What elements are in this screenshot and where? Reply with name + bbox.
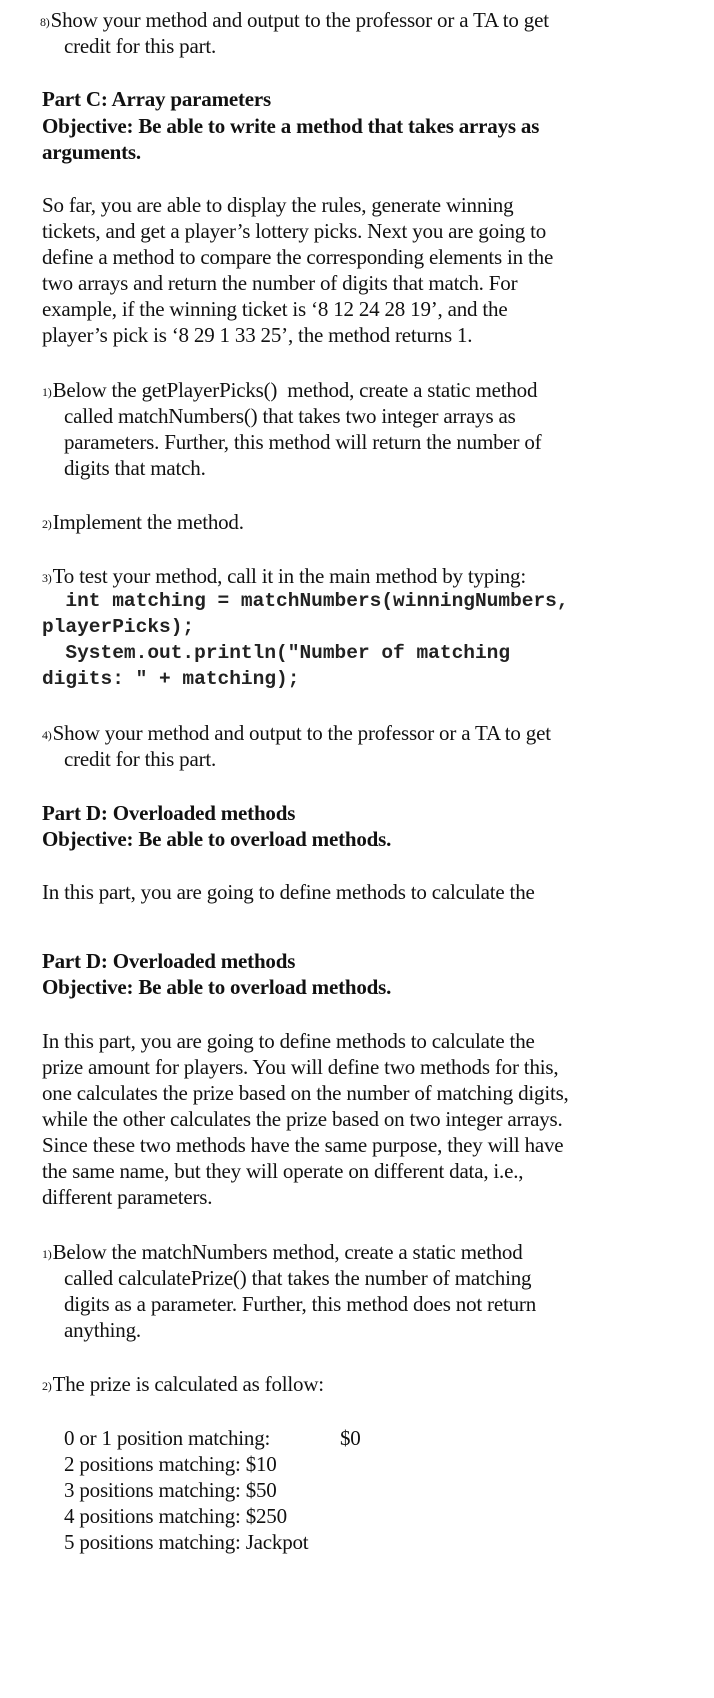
paragraph-line: player’s pick is ‘8 29 1 33 25’, the method returns 1. [42, 323, 473, 347]
prize-label: 5 positions matching: [64, 1530, 246, 1554]
list-item [42, 563, 526, 591]
objective-text: Objective: Be able to write a method that takes arrays as [42, 114, 540, 138]
item-text: Implement the method. [52, 510, 244, 534]
item-text-continued: called calculatePrize() that takes the number of matching [64, 1266, 532, 1290]
item-text: Show your method and output to the professor or a TA to get [52, 721, 551, 745]
item-number: 1) [42, 385, 52, 399]
item-text: Below the getPlayerPicks() method, create a static method [52, 378, 538, 402]
item-text: To test your method, call it in the main method by typing: [52, 564, 526, 588]
list-item [42, 1371, 324, 1399]
list-item [40, 7, 549, 35]
paragraph-line: Since these two methods have the same purpose, they will have [42, 1133, 564, 1157]
prize-row [64, 1503, 287, 1529]
item-text-continued: credit for this part. [64, 34, 217, 58]
objective-text-continued: arguments. [42, 140, 141, 164]
item-text: The prize is calculated as follow: [52, 1372, 324, 1396]
section-heading: Part D: Overloaded methods [42, 949, 296, 973]
prize-label: 2 positions matching: [64, 1452, 246, 1476]
prize-value: $10 [245, 1452, 277, 1476]
section-heading: Part C: Array parameters [42, 87, 272, 111]
paragraph-line: prize amount for players. You will define two methods for this, [42, 1055, 559, 1079]
prize-value: $0 [340, 1426, 361, 1450]
prize-value: $250 [245, 1504, 287, 1528]
paragraph-line: two arrays and return the number of digits that match. For [42, 271, 518, 295]
item-number: 4) [42, 728, 52, 742]
paragraph-line: define a method to compare the corresponding elements in the [42, 245, 554, 269]
prize-row [64, 1425, 361, 1451]
item-number: 2) [42, 517, 52, 531]
paragraph-line: example, if the winning ticket is ‘8 12 24 28 19’, and the [42, 297, 508, 321]
list-item [42, 377, 537, 405]
item-text-continued: parameters. Further, this method will return the number of [64, 430, 542, 454]
prize-row [64, 1477, 277, 1503]
paragraph-line: tickets, and get a player’s lottery picks. Next you are going to [42, 219, 547, 243]
prize-value: $50 [245, 1478, 277, 1502]
paragraph-line: one calculates the prize based on the number of matching digits, [42, 1081, 569, 1105]
item-text: Show your method and output to the professor or a TA to get [50, 8, 549, 32]
section-heading: Part D: Overloaded methods [42, 801, 296, 825]
paragraph-line: different parameters. [42, 1185, 213, 1209]
paragraph-line: In this part, you are going to define methods to calculate the [42, 1029, 535, 1053]
prize-row [64, 1451, 277, 1477]
code-line: digits: " + matching); [42, 668, 300, 690]
item-number: 3) [42, 571, 52, 585]
prize-label: 0 or 1 position matching: [64, 1426, 271, 1450]
item-text: Below the matchNumbers method, create a static method [52, 1240, 523, 1264]
objective-text: Objective: Be able to overload methods. [42, 827, 392, 851]
paragraph-line: the same name, but they will operate on different data, i.e., [42, 1159, 524, 1183]
item-text-continued: called matchNumbers() that takes two integer arrays as [64, 404, 516, 428]
paragraph-line: In this part, you are going to define methods to calculate the [42, 880, 535, 904]
code-line: playerPicks); [42, 616, 195, 638]
item-number: 8) [40, 15, 50, 29]
item-number: 2) [42, 1379, 52, 1393]
list-item [42, 509, 244, 537]
prize-value: Jackpot [245, 1530, 309, 1554]
item-text-continued: credit for this part. [64, 747, 217, 771]
code-line: System.out.println("Number of matching [42, 642, 511, 664]
item-text-continued: digits that match. [64, 456, 206, 480]
prize-label: 3 positions matching: [64, 1478, 246, 1502]
list-item [42, 720, 551, 748]
code-line: int matching = matchNumbers(winningNumbers, [42, 590, 569, 612]
objective-text: Objective: Be able to overload methods. [42, 975, 392, 999]
prize-label: 4 positions matching: [64, 1504, 246, 1528]
paragraph-line: So far, you are able to display the rules, generate winning [42, 193, 514, 217]
item-number: 1) [42, 1247, 52, 1261]
item-text-continued: digits as a parameter. Further, this method does not return [64, 1292, 536, 1316]
item-text-continued: anything. [64, 1318, 141, 1342]
prize-row [64, 1529, 308, 1555]
paragraph-line: while the other calculates the prize based on two integer arrays. [42, 1107, 563, 1131]
list-item [42, 1239, 523, 1267]
